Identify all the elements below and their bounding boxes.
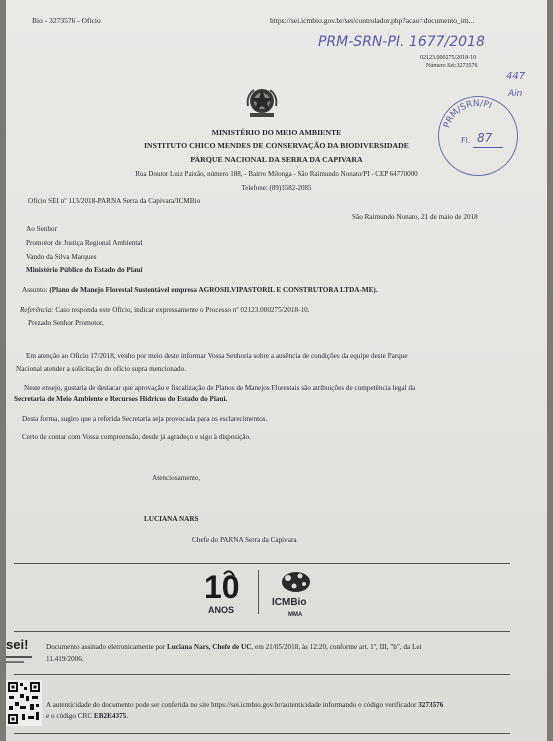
stamp-fl-value: 87 — [477, 131, 493, 145]
reference-label: Referência: — [20, 306, 54, 314]
signature-signer: Luciana Nars, Chefe de UC — [166, 643, 252, 651]
anniversary-logo — [202, 568, 246, 618]
paragraph-1-line-2: Nacional atender a solicitação do ofício supra mencionado. — [16, 365, 187, 373]
subject-text: (Plano de Manejo Florestal Sustentável empresa AGROSILVIPASTORIL E CONSTRUTORA LTDA-ME). — [49, 286, 378, 294]
subject-line — [22, 287, 378, 294]
signature-text-line-1 — [46, 644, 422, 651]
signer-name: LUCIANA NARS — [144, 515, 199, 523]
sei-logo — [6, 634, 36, 670]
letterhead-address: Rua Doutor Luiz Paixão, número 188, - Bairro Milonga - São Raimundo Nonato/PI - CEP 64770000 — [135, 170, 418, 178]
signature-text-a: Documento assinado eletronicamente por — [46, 643, 167, 651]
recipient-org: Ministério Público do Estado do Piauí — [26, 266, 143, 274]
anniversary-10-icon — [202, 568, 246, 602]
print-header-url: https://sei.icmbio.gov.br/sei/controlador.php?acao=documento_im... — [270, 16, 475, 25]
paragraph-3: Desta forma, sugiro que a referida Secretaria seja provocada para os esclarecimentos. — [22, 415, 268, 423]
paragraph-4: Certo de contar com Vossa compreensão, desde já agradeço e sigo à disposição. — [22, 433, 251, 441]
coat-of-arms-icon — [244, 84, 280, 120]
letterhead-institute: INSTITUTO CHICO MENDES DE CONSERVAÇÃO DA BIODIVERSIDADE — [143, 141, 410, 150]
authenticity-text-c: . — [126, 712, 129, 720]
divider-sign — [14, 631, 510, 632]
reference-text: Caso responda este Ofício, indicar expressamente o Processo nº 02123.000275/2018-10. — [55, 306, 310, 314]
process-number-small: 02123.000275/2018-10 — [420, 55, 477, 61]
anniversary-text: ANOS — [208, 605, 235, 615]
authenticity-text-b: e o código CRC — [46, 712, 94, 720]
signature-text-c: , em 21/05/2018, às 12:20, conforme art. 1º, III, "b", da Lei — [251, 643, 422, 651]
subject-label: Assunto: — [22, 286, 48, 294]
sei-logo-text: sei! — [6, 637, 29, 652]
closing: Atenciosamente, — [152, 474, 201, 482]
icmbio-text: ICMBio — [272, 597, 307, 608]
handwritten-note-ain: Ain — [508, 89, 523, 99]
authenticity-crc: EB2E4375 — [93, 712, 127, 720]
stamp-ring-text: PRM/SRN/PI — [441, 98, 493, 130]
greeting: Prezado Senhor Promotor, — [28, 319, 104, 327]
stamp-fl-label: Fl. — [461, 136, 471, 145]
signature-text-line-2: 11.419/2006. — [46, 655, 84, 663]
handwritten-protocol: PRM-SRN-PI. 1677/2018 — [318, 34, 485, 50]
icmbio-logo — [270, 566, 322, 626]
paragraph-2-line-1: Neste ensejo, gostaria de destacar que aprovação e fiscalização de Planos de Manejos Florestais são atribuições de competência legal da — [24, 384, 416, 392]
svg-text:PRM/SRN/PI — [442, 98, 493, 129]
recipient-salutation: Ao Senhor — [26, 225, 57, 233]
authenticity-line-1 — [46, 702, 443, 709]
letter-date: São Raimundo Nonato, 21 de maio de 2018 — [352, 213, 478, 221]
reference-line — [20, 307, 309, 314]
paragraph-2-line-2: Secretaria de Meio Ambiente e Recursos Hídricos do Estado do Piauí. — [14, 395, 228, 403]
office-number: Ofício SEI nº 113/2018-PARNA Serra da Capivara/ICMBio — [28, 197, 201, 205]
icmbio-animal-icon — [276, 566, 316, 596]
letterhead-ministry: MINISTÉRIO DO MEIO AMBIENTE — [211, 128, 342, 137]
authenticity-line-2 — [46, 713, 128, 720]
authenticity-code: 3273576 — [418, 701, 444, 709]
divider-auth — [14, 674, 510, 675]
print-header-title: Bio - 3273576 - Ofício — [32, 16, 101, 25]
sei-logo-mark-icon — [6, 654, 32, 666]
recipient-name: Vando da Silva Marques — [26, 253, 97, 261]
anniversary-number: 10 — [204, 569, 240, 602]
letterhead-phone: Telefone: (89)3582-2085 — [241, 184, 312, 192]
mma-text: MMA — [288, 612, 303, 618]
signer-role: Chefe do PARNA Serra da Capivara — [192, 536, 297, 544]
letterhead-park: PARQUE NACIONAL DA SERRA DA CAPIVARA — [190, 155, 363, 164]
handwritten-note-447: 447 — [506, 71, 526, 82]
logo-divider — [258, 570, 259, 614]
divider-top — [14, 563, 510, 564]
authenticity-text-a: A autenticidade do documento pode ser conferida no site https://sei.icmbio.gov.br/autenticidade informando o código verificador — [46, 701, 419, 709]
paragraph-1-line-1: Em atenção ao Ofício 17/2018, venho por meio deste informar Vossa Senhoria sobre a ausência de condições da equipe deste Parque — [26, 352, 408, 360]
document-page — [6, 0, 547, 741]
recipient-title: Promotor de Justiça Regional Ambiental — [26, 239, 143, 247]
qr-code-icon[interactable] — [6, 680, 42, 726]
divider-bottom — [14, 733, 510, 734]
sei-number-small: Número Sei:3273576 — [426, 63, 478, 69]
